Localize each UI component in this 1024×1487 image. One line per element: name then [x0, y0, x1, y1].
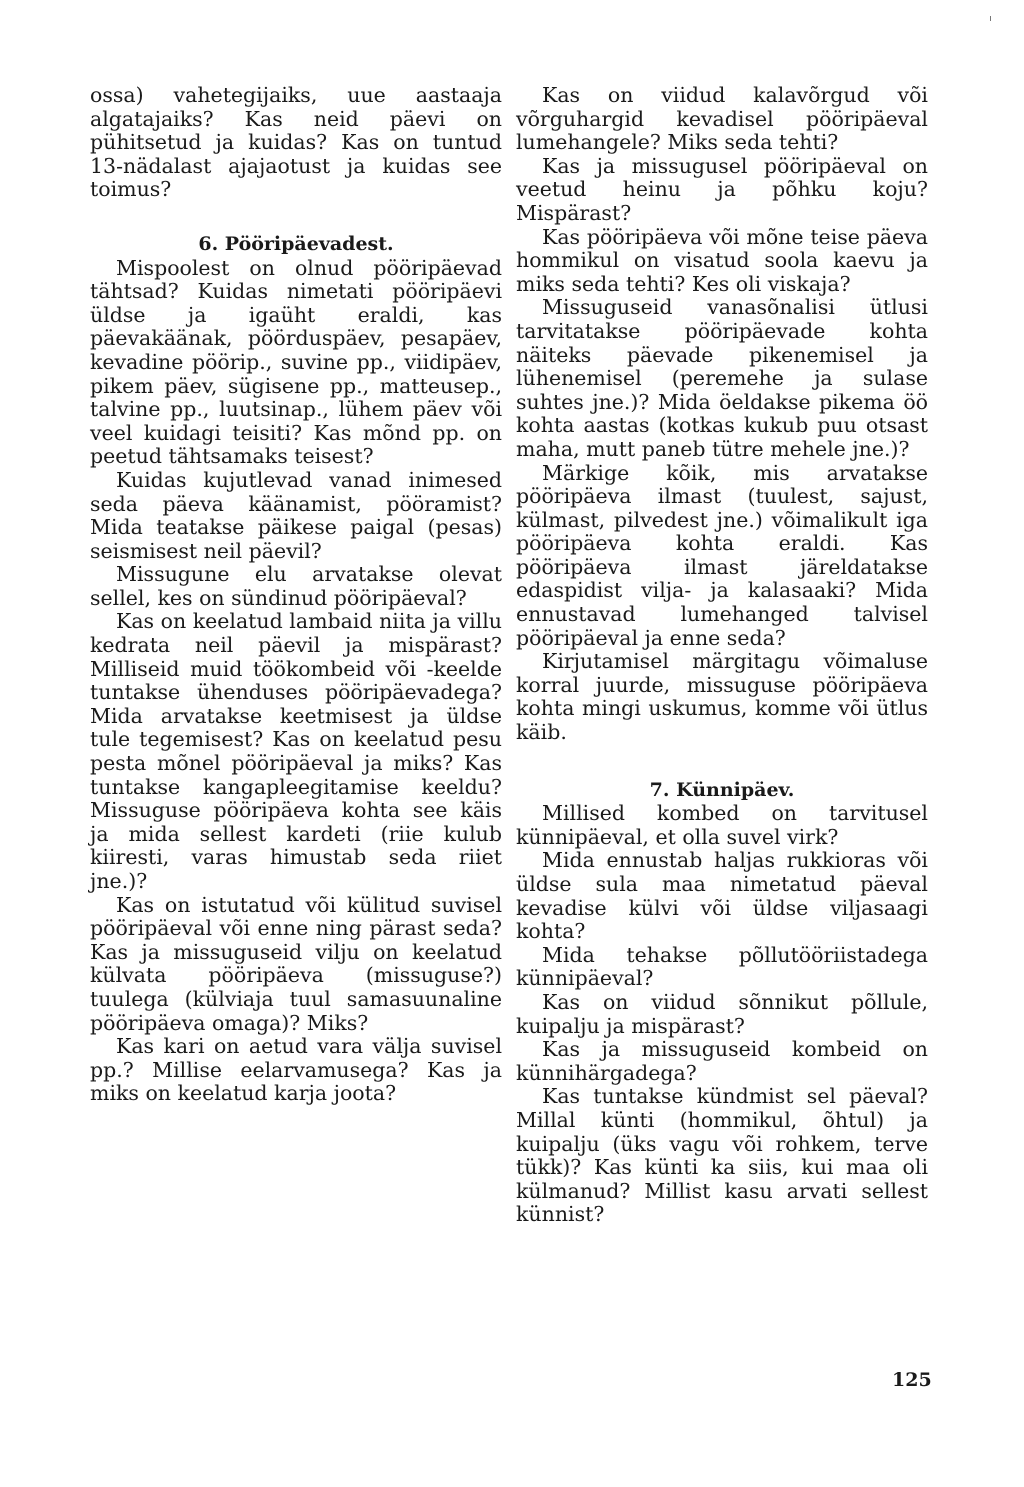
paragraph: Kas tuntakse kündmist sel päeval? Millal künti (hommikul, õhtul) ja kuipalju (üks vagu või rohkem, terve tükk)? Kas künti ka siis, kui maa oli külmanud? Millist kasu arvati sellest künnist? — [516, 1084, 928, 1227]
left-column — [90, 84, 502, 1106]
paragraph: Missugune elu arvatakse olevat sellel, kes on sündinud pööripäeval? — [90, 562, 502, 610]
paragraph: Kas on keelatud lambaid niita ja villu kedrata neil päevil ja mispärast? Milliseid muid töökombeid või -keelde tuntakse ühenduses pööripäevadega? Mida arvatakse keetmisest ja üldse tule tegemisest? Kas on keelatud pesu pesta mõnel pööripäeval ja miks? Kas tuntakse kangapleegitamise keeldu? Missuguse pööripäeva kohta see käis ja mida sellest kardeti (riie kulub kiiresti, varas himustab seda riiet jne.)? — [90, 609, 502, 893]
paragraph: Kas pööripäeva või mõne teise päeva hommikul on visatud soola kaevu ja miks seda tehti? Kes oli viskaja? — [516, 224, 928, 296]
paragraph: Kas kari on aetud vara välja suvisel pp.? Millise eelarvamusega? Kas ja miks on keelatud karja joota? — [90, 1034, 502, 1106]
paragraph: Mida ennustab haljas rukkioras või üldse sula maa nimetatud päeval kevadise külvi või üldse viljasaagi kohta? — [516, 848, 928, 944]
right-column — [516, 84, 928, 1227]
page-number: 125 — [892, 1369, 932, 1391]
paragraph: Kas ja missuguseid kombeid on künnihärgadega? — [516, 1037, 928, 1085]
paragraph: Mida tehakse põllutööriistadega künnipäeval? — [516, 942, 928, 991]
paragraph: Kuidas kujutlevad vanad inimesed seda päeva käänamist, pööramist? Mida teatakse päikese paigal (pesas) seismisest neil päevil? — [90, 467, 502, 563]
section-heading-6: 6. Pööripäevadest. — [198, 232, 394, 255]
paragraph: Kas on viidud sõnnikut põllule, kuipalju ja mispärast? — [516, 989, 928, 1038]
paragraph: Kirjutamisel märgitagu võimaluse korral juurde, missuguse pööripäeva kohta mingi uskumus, komme või ütlus käib. — [516, 649, 928, 745]
paragraph: Missuguseid vanasõnalisi ütlusi tarvitatakse pööripäevade kohta näiteks päevade pikenemisel ja lühenemisel (peremehe ja sulase suhtes jne.)? Mida öeldakse pikema öö kohta aastas (kotkas kukub puu otsast maha, mutt paneb tütre mehele jne.)? — [516, 295, 928, 461]
paragraph-intro: ossa) vahetegijaiks, uue aastaaja algatajaiks? Kas neid päevi on pühitsetud ja kuidas? Kas on tuntud 13-nädalast ajajaotust ja kuidas see toimus? — [90, 83, 502, 202]
paragraph: Kas on viidud kalavõrgud või võrguhargid kevadisel pööripäeval lumehangele? Miks seda tehti? — [516, 83, 928, 155]
paragraph: Kas on istutatud või külitud suvisel pööripäeval või enne ning pärast seda? Kas ja missuguseid vilju on keelatud külvata pööripäeva (missuguse?) tuulega (külviaja tuul samasuunaline pööripäeva omaga)? Miks? — [90, 892, 502, 1035]
scan-speck — [990, 16, 991, 21]
section-heading-7: 7. Künnipäev. — [649, 778, 795, 801]
paragraph: Märkige kõik, mis arvatakse pööripäeva ilmast (tuulest, sajust, külmast, pilvedest jne.) võimalikult iga pööripäeva kohta eraldi. Kas pööripäeva ilmast järeldatakse edaspidist vilja- ja kalasaaki? Mida ennustavad lumehanged talvisel pööripäeval ja enne seda? — [516, 460, 928, 650]
paragraph: Millised kombed on tarvitusel künnipäeval, et olla suvel virk? — [516, 801, 928, 849]
paragraph: Mispoolest on olnud pööripäevad tähtsad? Kuidas nimetati pööripäevi üldse ja igaüht eraldi, kas päevakäänak, pöörduspäev, pesapäev, kevadine pöörip., suvine pp., viidipäev, pikem päev, sügisene pp., matteusep., talvine pp., luutsinap., lühem päev või veel kuidagi teisiti? Kas mõnd pp. on peetud tähtsamaks teisest? — [90, 255, 502, 469]
paragraph: Kas ja missugusel pööripäeval on veetud heinu ja põhku koju? Mispärast? — [516, 153, 928, 225]
